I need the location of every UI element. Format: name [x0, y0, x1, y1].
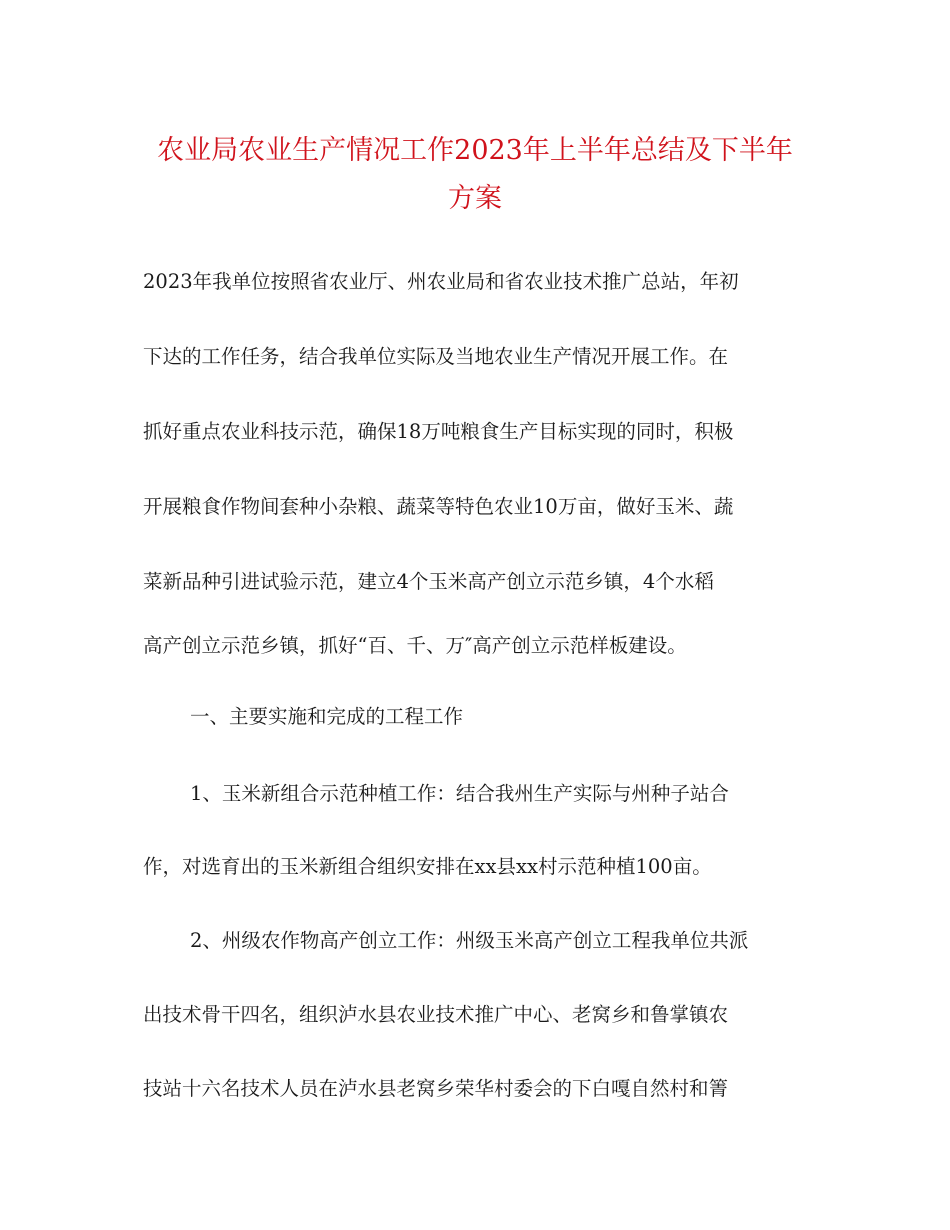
paragraph-line: 出技术骨干四名，组织泸水县农业技术推广中心、老窝乡和鲁掌镇农 [143, 1003, 729, 1026]
paragraph-line: 菜新品种引进试验示范，建立4个玉米高产创立示范乡镇，4个水稻 [143, 570, 714, 593]
paragraph-line: 1、玉米新组合示范种植工作：结合我州生产实际与州种子站合 [190, 782, 729, 805]
document-title-line-1: 农业局农业生产情况工作2023年上半年总结及下半年 [157, 135, 793, 166]
paragraph-line: 下达的工作任务，结合我单位实际及当地农业生产情况开展工作。在 [143, 345, 729, 368]
paragraph-line: 开展粮食作物间套种小杂粮、蔬菜等特色农业10万亩，做好玉米、蔬 [143, 495, 734, 518]
paragraph-line: 2、州级农作物高产创立工作：州级玉米高产创立工程我单位共派 [190, 929, 749, 952]
section-heading: 一、主要实施和完成的工程工作 [190, 705, 464, 728]
document-title-line-2: 方案 [448, 183, 502, 214]
paragraph-line: 技站十六名技术人员在泸水县老窝乡荣华村委会的下白嘎自然村和箐 [143, 1077, 729, 1100]
paragraph-line: 2023年我单位按照省农业厅、州农业局和省农业技术推广总站，年初 [143, 270, 739, 293]
paragraph-line: 作，对选育出的玉米新组合组织安排在xx县xx村示范种植100亩。 [143, 855, 712, 878]
paragraph-line: 抓好重点农业科技示范，确保18万吨粮食生产目标实现的同时，积极 [143, 420, 734, 443]
paragraph-line: 高产创立示范乡镇，抓好“百、千、万″高产创立示范样板建设。 [143, 634, 687, 657]
